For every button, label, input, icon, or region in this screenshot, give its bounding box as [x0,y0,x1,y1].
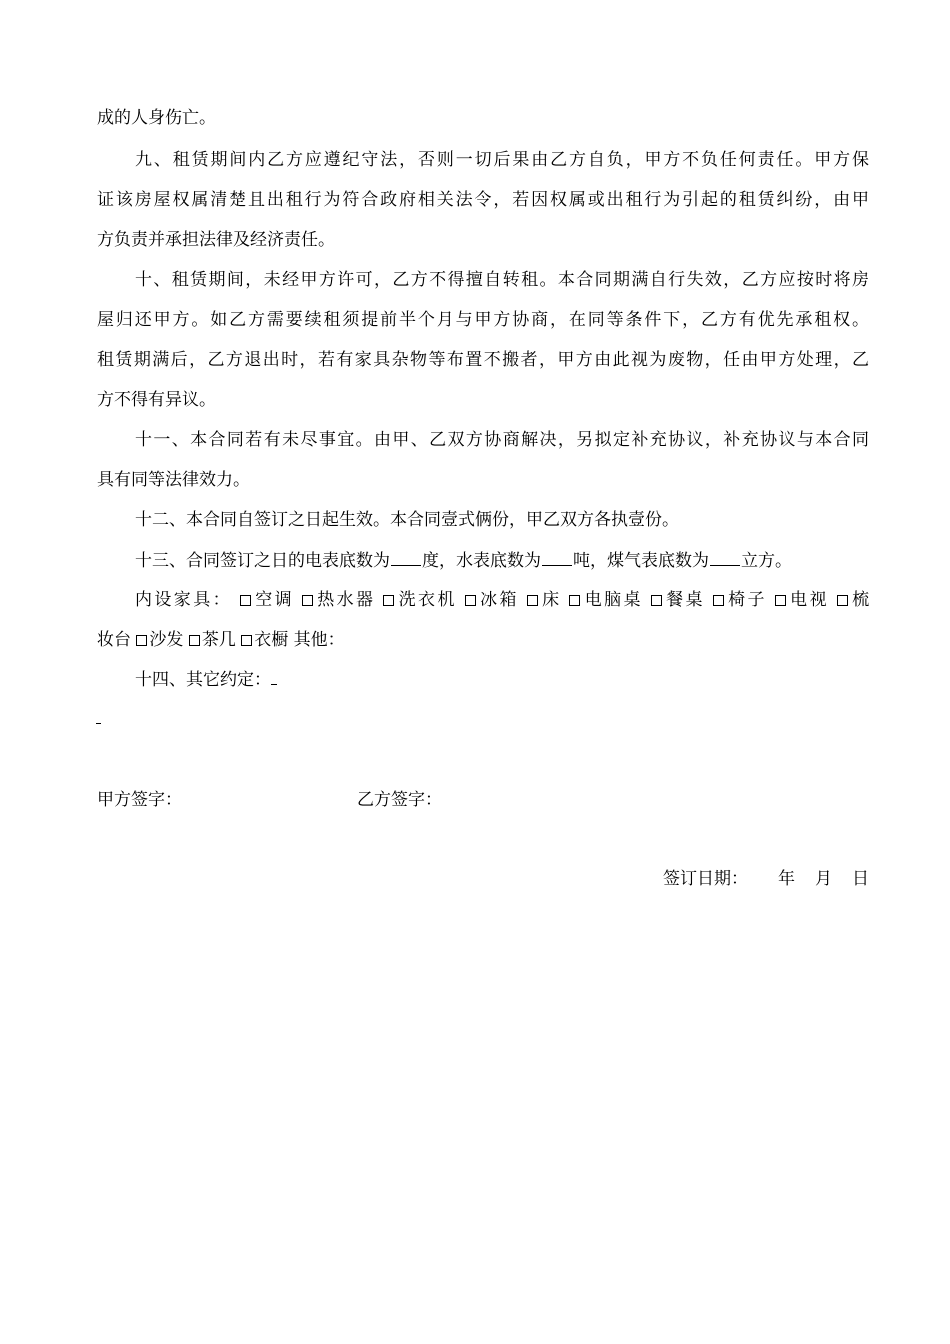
furniture-item: 空调 [240,590,294,610]
paragraph-12: 十二、本合同自签订之日起生效。本合同壹式俩份，甲乙双方各执壹份。 [135,510,679,530]
checkbox-icon [302,595,313,606]
furniture-item: 餐桌 [651,590,705,610]
paragraph-10-line-3: 租赁期满后，乙方退出时，若有家具杂物等布置不搬者，甲方由此视为废物，任由甲方处理，乙 [97,350,869,370]
checkbox-icon [837,595,848,606]
paragraph-10-line-4: 方不得有异议。 [97,390,216,410]
party-b-signature-label: 乙方签字： [357,790,442,810]
furniture-line2-prefix: 妆台 [97,630,131,650]
furniture-item: 洗衣机 [383,590,457,610]
checkbox-icon [465,595,476,606]
furniture-label: 内设家具： [135,590,232,610]
meter-text-3: 吨，煤气表底数为 [573,551,709,571]
furniture-other: 其他： [293,630,345,650]
furniture-item: 电脑桌 [569,590,643,610]
checkbox-icon [569,595,580,606]
furniture-line-2 [97,630,869,650]
paragraph-9-line-1: 九、租赁期间内乙方应遵纪守法，否则一切后果由乙方自负，甲方不负任何责任。甲方保 [135,150,869,170]
paragraph-14 [135,670,869,690]
meter-text-4: 立方。 [741,551,792,571]
checkbox-icon [383,595,394,606]
furniture-item: 热水器 [302,590,376,610]
furniture-item: 梳 [837,590,869,610]
paragraph-11-line-2: 具有同等法律效力。 [97,470,250,490]
checkbox-icon [241,635,252,646]
furniture-item: 床 [527,590,562,610]
checkbox-icon [713,595,724,606]
paragraph-10-line-1: 十、租赁期间，未经甲方许可，乙方不得擅自转租。本合同期满自行失效，乙方应按时将房 [135,270,869,290]
checkbox-icon [651,595,662,606]
paragraph-9-line-3: 方负责并承担法律及经济责任。 [97,230,335,250]
checkbox-icon [136,635,147,646]
furniture-item: 茶几 [189,630,236,650]
meter-text-1: 十三、合同签订之日的电表底数为 [135,551,390,571]
other-terms-continuation-blank [96,723,101,724]
furniture-item: 沙发 [136,630,183,650]
checkbox-icon [189,635,200,646]
furniture-item: 椅子 [713,590,767,610]
paragraph-11-line-1: 十一、本合同若有未尽事宜。由甲、乙双方协商解决，另拟定补充协议，补充协议与本合同 [135,430,869,450]
checkbox-icon [775,595,786,606]
furniture-item: 冰箱 [465,590,519,610]
date-year-label: 年 [778,869,795,889]
signing-date [663,869,869,889]
paragraph-10-line-2: 屋归还甲方。如乙方需要续租须提前半个月与甲方协商，在同等条件下，乙方有优先承租权。 [97,310,869,330]
electric-meter-blank [391,550,421,566]
other-terms-blank [271,671,277,685]
date-day-label: 日 [852,869,869,889]
signing-date-label: 签订日期： [663,869,748,889]
gas-meter-blank [710,550,740,566]
checkbox-icon [527,595,538,606]
date-month-label: 月 [815,869,832,889]
water-meter-blank [542,550,572,566]
party-a-signature-label: 甲方签字： [97,790,182,810]
other-terms-label: 十四、其它约定： [135,670,271,690]
paragraph-8-tail: 成的人身伤亡。 [97,108,216,128]
paragraph-9-line-2: 证该房屋权属清楚且出租行为符合政府相关法令，若因权属或出租行为引起的租赁纠纷，由甲 [97,190,869,210]
furniture-item: 电视 [775,590,829,610]
meter-text-2: 度，水表底数为 [422,551,541,571]
checkbox-icon [240,595,251,606]
paragraph-13 [135,550,869,571]
furniture-line-1 [135,590,869,610]
furniture-item: 衣橱 [241,630,288,650]
